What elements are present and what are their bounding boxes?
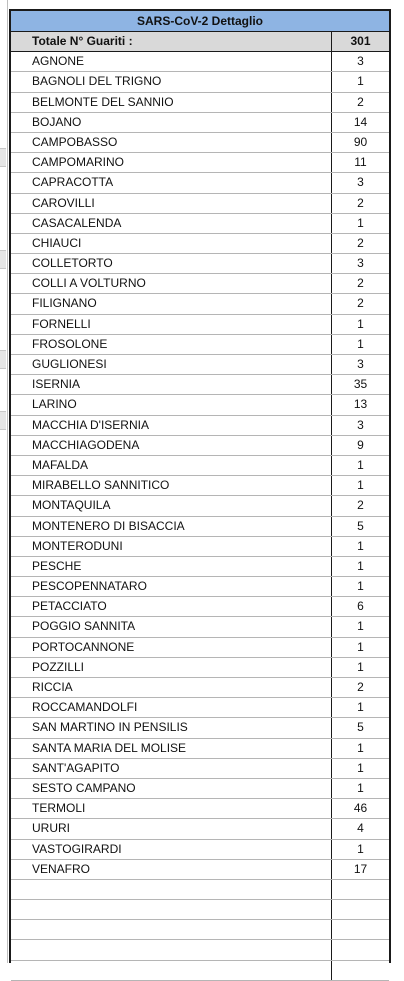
row-header-strip [0, 0, 8, 963]
table-row[interactable] [11, 799, 389, 819]
municipality-name: MACCHIA D'ISERNIA [11, 416, 332, 435]
empty-row[interactable] [11, 880, 389, 900]
table-row[interactable] [11, 759, 389, 779]
table-row[interactable] [11, 617, 389, 637]
recovered-count: 2 [357, 235, 364, 250]
recovered-count: 46 [353, 801, 368, 816]
table-row[interactable] [11, 678, 389, 698]
municipality-name: MIRABELLO SANNITICO [11, 476, 332, 495]
spreadsheet-table [9, 9, 391, 963]
municipality-name: BOJANO [11, 113, 332, 132]
empty-cell [11, 880, 332, 899]
empty-cell [11, 920, 332, 939]
municipality-name: URURI [11, 819, 332, 838]
recovered-count: 1 [357, 457, 364, 472]
recovered-count: 9 [357, 437, 364, 452]
municipality-list [11, 52, 389, 981]
municipality-name: GUGLIONESI [11, 355, 332, 374]
empty-row[interactable] [11, 961, 389, 981]
table-title: SARS-CoV-2 Dettaglio [11, 11, 389, 32]
recovered-count: 4 [357, 821, 364, 836]
table-row[interactable] [11, 577, 389, 597]
empty-cell [332, 940, 389, 959]
municipality-name: SAN MARTINO IN PENSILIS [11, 718, 332, 737]
recovered-count: 1 [357, 336, 364, 351]
table-row[interactable] [11, 476, 389, 496]
empty-row[interactable] [11, 920, 389, 940]
table-row[interactable] [11, 517, 389, 537]
recovered-count: 1 [357, 659, 364, 674]
empty-cell [332, 900, 389, 919]
recovered-count: 3 [357, 357, 364, 371]
recovered-count: 1 [357, 316, 364, 331]
table-row[interactable] [11, 315, 389, 335]
municipality-name: FROSOLONE [11, 335, 332, 354]
municipality-name: MONTENERO DI BISACCIA [11, 517, 332, 536]
recovered-count: 5 [357, 518, 364, 533]
table-row[interactable] [11, 658, 389, 678]
row-header-marker [0, 411, 6, 430]
municipality-name: SESTO CAMPANO [11, 779, 332, 798]
municipality-name: LARINO [11, 395, 332, 414]
recovered-count: 3 [357, 256, 364, 271]
municipality-name: SANTA MARIA DEL MOLISE [11, 739, 332, 758]
recovered-count: 1 [357, 478, 364, 493]
municipality-name: FORNELLI [11, 315, 332, 334]
recovered-count: 2 [357, 195, 364, 210]
table-row[interactable] [11, 93, 389, 113]
recovered-count: 2 [357, 94, 364, 109]
row-header-marker [0, 250, 6, 269]
table-row[interactable] [11, 234, 389, 254]
total-value: 301 [350, 34, 371, 48]
municipality-name: SANT'AGAPITO [11, 759, 332, 778]
recovered-count: 3 [357, 417, 364, 432]
municipality-name: POZZILLI [11, 658, 332, 677]
table-row[interactable] [11, 779, 389, 799]
recovered-count: 1 [357, 760, 364, 775]
municipality-name: ISERNIA [11, 375, 332, 394]
recovered-count: 5 [357, 720, 364, 735]
table-row[interactable] [11, 557, 389, 577]
empty-row[interactable] [11, 940, 389, 960]
recovered-count: 11 [354, 155, 367, 170]
recovered-count: 13 [353, 397, 368, 412]
row-header-marker [0, 148, 6, 167]
table-row[interactable] [11, 72, 389, 92]
municipality-name: MACCHIAGODENA [11, 436, 332, 455]
total-row[interactable] [11, 32, 389, 52]
empty-cell [11, 961, 332, 980]
total-label: Totale N° Guariti : [11, 32, 332, 51]
table-row[interactable] [11, 698, 389, 718]
recovered-count: 2 [357, 276, 364, 291]
municipality-name: COLLI A VOLTURNO [11, 274, 332, 293]
empty-cell [332, 880, 389, 899]
municipality-name: BELMONTE DEL SANNIO [11, 93, 332, 112]
table-row[interactable] [11, 133, 389, 153]
table-row[interactable] [11, 597, 389, 617]
table-row[interactable] [11, 355, 389, 375]
table-row[interactable] [11, 52, 389, 72]
municipality-name: BAGNOLI DEL TRIGNO [11, 72, 332, 91]
municipality-name: CAPRACOTTA [11, 173, 332, 192]
municipality-name: TERMOLI [11, 799, 332, 818]
recovered-count: 1 [357, 538, 364, 553]
table-row[interactable] [11, 294, 389, 314]
municipality-name: RICCIA [11, 678, 332, 697]
table-row[interactable] [11, 436, 389, 456]
recovered-count: 3 [357, 54, 364, 69]
municipality-name: PESCOPENNATARO [11, 577, 332, 596]
recovered-count: 1 [357, 558, 364, 573]
empty-cell [332, 920, 389, 939]
table-row[interactable] [11, 395, 389, 415]
recovered-count: 1 [357, 639, 364, 654]
recovered-count: 3 [357, 175, 364, 190]
municipality-name: CAROVILLI [11, 194, 332, 213]
empty-cell [11, 900, 332, 919]
recovered-count: 35 [353, 377, 368, 392]
municipality-name: VENAFRO [11, 860, 332, 879]
table-row[interactable] [11, 739, 389, 759]
recovered-count: 2 [357, 680, 364, 694]
table-row[interactable] [11, 173, 389, 193]
row-header-marker [0, 350, 6, 369]
municipality-name: ROCCAMANDOLFI [11, 698, 332, 717]
recovered-count: 90 [353, 134, 368, 149]
municipality-name: COLLETORTO [11, 254, 332, 273]
municipality-name: FILIGNANO [11, 294, 332, 313]
municipality-name: MAFALDA [11, 456, 332, 475]
table-row[interactable] [11, 153, 389, 173]
municipality-name: MONTAQUILA [11, 496, 332, 515]
table-row[interactable] [11, 860, 389, 880]
table-row[interactable] [11, 416, 389, 436]
municipality-name: AGNONE [11, 52, 332, 71]
empty-row[interactable] [11, 900, 389, 920]
recovered-count: 1 [357, 579, 364, 594]
recovered-count: 1 [357, 215, 364, 230]
table-row[interactable] [11, 537, 389, 557]
municipality-name: MONTERODUNI [11, 537, 332, 556]
recovered-count: 1 [357, 841, 364, 856]
table-row[interactable] [11, 638, 389, 658]
recovered-count: 1 [357, 74, 364, 89]
municipality-name: PESCHE [11, 557, 332, 576]
table-row[interactable] [11, 496, 389, 516]
recovered-count: 2 [357, 498, 364, 513]
recovered-count: 6 [357, 599, 364, 614]
municipality-name: CAMPOMARINO [11, 153, 332, 172]
empty-cell [332, 961, 389, 980]
table-row[interactable] [11, 274, 389, 294]
table-row[interactable] [11, 335, 389, 355]
table-row[interactable] [11, 375, 389, 395]
municipality-name: POGGIO SANNITA [11, 617, 332, 636]
municipality-name: CASACALENDA [11, 214, 332, 233]
table-row[interactable] [11, 819, 389, 839]
municipality-name: CHIAUCI [11, 234, 332, 253]
table-row[interactable] [11, 113, 389, 133]
recovered-count: 2 [357, 296, 364, 311]
table-row[interactable] [11, 254, 389, 274]
municipality-name: PORTOCANNONE [11, 638, 332, 657]
municipality-name: PETACCIATO [11, 597, 332, 616]
table-row[interactable] [11, 214, 389, 234]
recovered-count: 17 [353, 861, 368, 876]
empty-cell [11, 940, 332, 959]
recovered-count: 14 [353, 114, 368, 129]
recovered-count: 1 [357, 740, 364, 755]
table-row[interactable] [11, 194, 389, 214]
table-row[interactable] [11, 718, 389, 738]
recovered-count: 1 [357, 700, 364, 715]
table-row[interactable] [11, 456, 389, 476]
table-row[interactable] [11, 840, 389, 860]
municipality-name: CAMPOBASSO [11, 133, 332, 152]
municipality-name: VASTOGIRARDI [11, 840, 332, 859]
recovered-count: 1 [357, 780, 364, 795]
recovered-count: 1 [357, 619, 364, 634]
